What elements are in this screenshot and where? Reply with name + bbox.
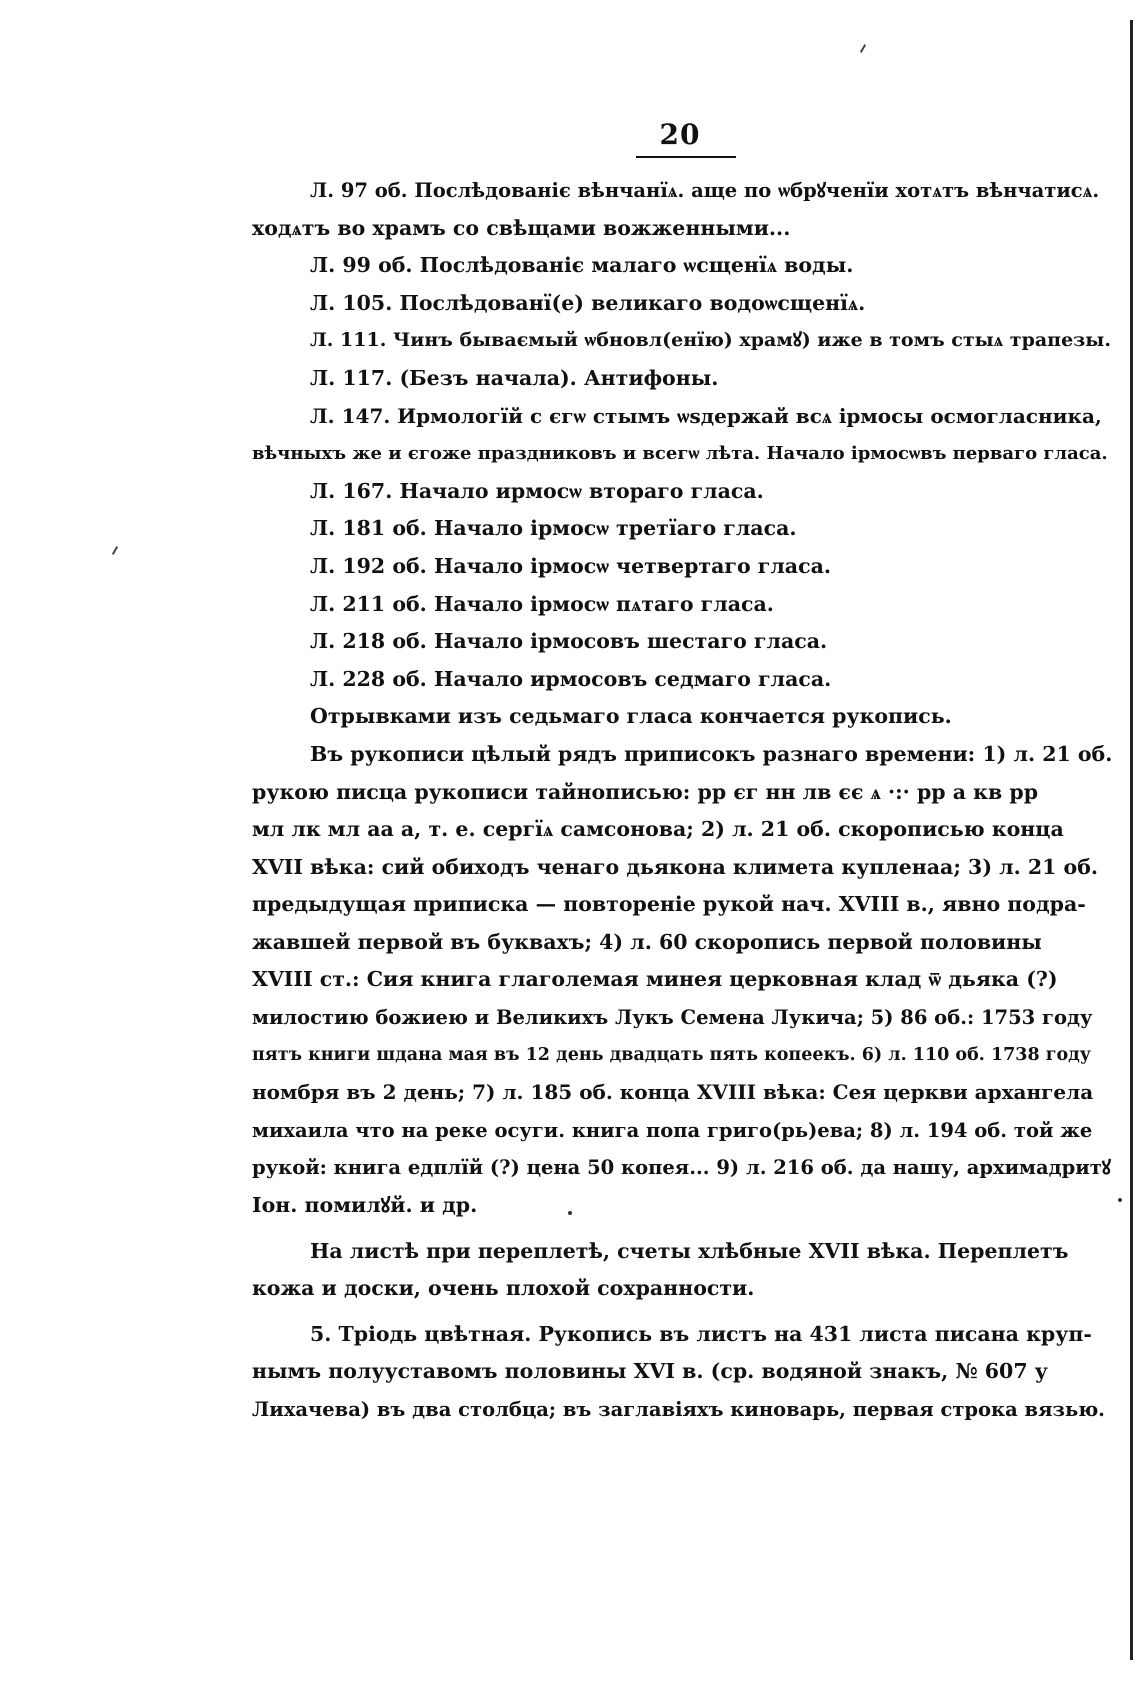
stray-dot xyxy=(1118,1198,1122,1202)
text-line: XVII вѣка: сий обиходъ ченаго дьякона климета купленаа; 3) л. 21 об. xyxy=(252,854,1099,879)
text-line: Л. 211 об. Начало ірмосѡ пѧтаго гласа. xyxy=(310,591,774,616)
text-line: кожа и доски, очень плохой сохранности. xyxy=(252,1276,755,1301)
text-line: вѣчныхъ же и єгоже праздниковъ и всегѡ лѣта. Начало ірмосѡвъ перваго гласа. xyxy=(252,443,1108,465)
text-line: Въ рукописи цѣлый рядъ приписокъ разнаго времени: 1) л. 21 об. xyxy=(310,741,1112,766)
text-line: На листѣ при переплетѣ, счеты хлѣбные XVII вѣка. Переплетъ xyxy=(310,1238,1069,1263)
text-line: пятъ книги шдана мая въ 12 день двадцать пять копеекъ. 6) л. 110 об. 1738 году xyxy=(252,1044,1092,1065)
text-line: номбря въ 2 день; 7) л. 185 об. конца XVIII вѣка: Сея церкви архангела xyxy=(252,1080,1094,1105)
text-line: нымъ полууставомъ половины XVI в. (ср. водяной знакъ, № 607 у xyxy=(252,1359,1048,1384)
text-line: XVIII ст.: Сия книга глаголемая минея церковная клад ѿ дьяка (?) xyxy=(252,967,1058,992)
text-line: Л. 181 об. Начало ірмосѡ третїаго гласа. xyxy=(310,516,797,541)
stray-mark xyxy=(112,546,118,555)
text-line: Л. 99 об. Послѣдованіє малаго ѡсщенїѧ воды. xyxy=(310,253,854,278)
page-edge-line xyxy=(1130,20,1133,1660)
text-line: Л. 147. Ирмологїй с єгѡ стымъ ѡѕдержай всѧ ірмосы осмогласника, xyxy=(310,403,1102,428)
text-line: ходѧтъ во храмъ со свѣщами вожженными... xyxy=(252,215,791,240)
text-line: рукою писца рукописи тайнописью: рр єг нн лв єє ѧ ·:· рр а кв рр xyxy=(252,779,1039,804)
text-line: рукой: книга едплїй (?) цена 50 копея... 9) л. 216 об. да нашу, архимадритꙋ xyxy=(252,1156,1111,1180)
text-line: Лихачева) въ два столбца; въ заглавіяхъ киноварь, первая строка вязью. xyxy=(252,1398,1105,1421)
text-line: Л. 111. Чинъ бываємый ѡбновл(енїю) храмꙋ) иже в томъ стыѧ трапезы. xyxy=(310,329,1111,352)
text-line: Л. 192 об. Начало ірмосѡ четвертаго гласа. xyxy=(310,553,831,578)
text-line: Отрывками изъ седьмаго гласа кончается рукопись. xyxy=(310,704,952,729)
paragraph-gap xyxy=(252,1308,1112,1316)
page-number-rule xyxy=(636,156,736,158)
text-line: Л. 117. (Безъ начала). Антифоны. xyxy=(310,365,719,390)
section-heading-line: 5. Тріодь цвѣтная. Рукопись въ листъ на 431 листа писана круп- xyxy=(310,1321,1092,1346)
text-line: милостию божиею и Великихъ Лукъ Семена Лукича; 5) 86 об.: 1753 году xyxy=(252,1006,1093,1030)
page-number: 20 xyxy=(659,118,701,151)
text-line: предыдущая приписка — повтореніе рукой нач. XVIII в., явно подра- xyxy=(252,892,1086,917)
text-line: мл лк мл аа а, т. е. сергїѧ самсонова; 2) л. 21 об. скорописью конца xyxy=(252,817,1064,842)
text-line: Л. 167. Начало ирмосѡ втораго гласа. xyxy=(310,478,764,503)
text-line: михаила что на реке осуги. книга попа григо(рь)ева; 8) л. 194 об. той же xyxy=(252,1118,1093,1142)
text-line: Л. 228 об. Начало ирмосовъ седмаго гласа. xyxy=(310,666,832,691)
body-text xyxy=(252,172,1112,1429)
paragraph-gap xyxy=(252,1225,1112,1233)
text-line: жавшей первой въ буквахъ; 4) л. 60 скоропись первой половины xyxy=(252,929,1042,954)
text-line: Л. 218 об. Начало ірмосовъ шестаго гласа. xyxy=(310,629,828,654)
text-line: Л. 97 об. Послѣдованіє вѣнчанїѧ. аще по ѡбрꙋченїи хотѧтъ вѣнчатисѧ. xyxy=(310,179,1100,202)
stray-mark xyxy=(860,44,866,53)
text-line: Л. 105. Послѣдованї(е) великаго водоѡсщенїѧ. xyxy=(310,290,866,315)
text-line: Іон. помилꙋй. и др. xyxy=(252,1193,478,1218)
